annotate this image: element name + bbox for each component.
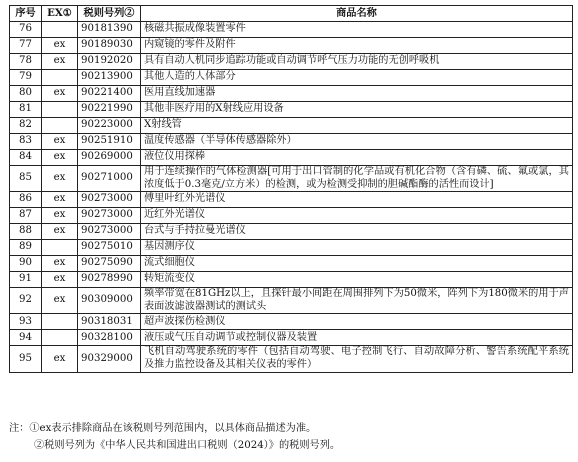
name-cell: 液位仪用探棒 (141, 150, 573, 166)
code-cell: 90271000 (78, 166, 141, 192)
seq-cell: 85 (10, 166, 42, 192)
name-cell: 傅里叶红外光谱仪 (141, 192, 573, 208)
ex-cell: ex (42, 150, 78, 166)
table-row (10, 314, 573, 330)
table-row (10, 150, 573, 166)
table-row (10, 256, 573, 272)
seq-cell: 87 (10, 208, 42, 224)
seq-cell: 80 (10, 86, 42, 102)
name-cell: 液压或气压自动调节或控制仪器及装置 (141, 330, 573, 346)
seq-cell: 78 (10, 54, 42, 70)
ex-cell: ex (42, 256, 78, 272)
ex-cell (42, 118, 78, 134)
name-cell: X射线管 (141, 118, 573, 134)
code-cell: 90278990 (78, 272, 141, 288)
header-seq: 序号 (10, 6, 42, 22)
tariff-table (9, 5, 573, 373)
ex-cell: ex (42, 272, 78, 288)
ex-cell (42, 330, 78, 346)
ex-cell: ex (42, 38, 78, 54)
name-cell: 温度传感器（半导体传感器除外） (141, 134, 573, 150)
code-cell: 90329000 (78, 346, 141, 372)
name-cell: 具有自动人机同步追踪功能或自动调节呼气压力功能的无创呼吸机 (141, 54, 573, 70)
header-ex: EX① (42, 6, 78, 22)
name-cell: 医用直线加速器 (141, 86, 573, 102)
code-cell: 90192020 (78, 54, 141, 70)
table-row (10, 38, 573, 54)
code-cell: 90213900 (78, 70, 141, 86)
name-cell: 其他人造的人体部分 (141, 70, 573, 86)
code-cell: 90273000 (78, 208, 141, 224)
seq-cell: 81 (10, 102, 42, 118)
code-cell: 90221990 (78, 102, 141, 118)
name-cell: 核磁共振成像装置零件 (141, 22, 573, 38)
code-cell: 90309000 (78, 288, 141, 314)
seq-cell: 95 (10, 346, 42, 372)
name-cell: 用于连续操作的气体检测器[可用于出口管制的化学品或有机化合物（含有磷、硫、氟或氯，其浓度低于0.3毫克/立方米）的检测，或为检测受抑制的胆碱酯酶的活性而设计] (141, 166, 573, 192)
ex-cell: ex (42, 166, 78, 192)
table-row (10, 208, 573, 224)
code-cell: 90251910 (78, 134, 141, 150)
seq-cell: 88 (10, 224, 42, 240)
ex-cell: ex (42, 288, 78, 314)
name-cell: 近红外光谱仪 (141, 208, 573, 224)
ex-cell (42, 240, 78, 256)
table-row (10, 240, 573, 256)
seq-cell: 84 (10, 150, 42, 166)
code-cell: 90275090 (78, 256, 141, 272)
code-cell: 90269000 (78, 150, 141, 166)
ex-cell: ex (42, 224, 78, 240)
seq-cell: 83 (10, 134, 42, 150)
table-row (10, 288, 573, 314)
name-cell: 频率带宽在81GHz以上，且探针最小间距在周围排列下为50微米，阵列下为180微米的用于声表面波滤波器测试的测试头 (141, 288, 573, 314)
code-cell: 90273000 (78, 192, 141, 208)
name-cell: 转矩流变仪 (141, 272, 573, 288)
ex-cell (42, 314, 78, 330)
ex-cell: ex (42, 134, 78, 150)
name-cell: 超声波探伤检测仪 (141, 314, 573, 330)
table-row (10, 272, 573, 288)
ex-cell (42, 22, 78, 38)
table-row (10, 134, 573, 150)
name-cell: 流式细胞仪 (141, 256, 573, 272)
table-row (10, 192, 573, 208)
seq-cell: 93 (10, 314, 42, 330)
code-cell: 90181390 (78, 22, 141, 38)
seq-cell: 91 (10, 272, 42, 288)
ex-cell: ex (42, 346, 78, 372)
seq-cell: 77 (10, 38, 42, 54)
table-row (10, 70, 573, 86)
table-row (10, 22, 573, 38)
header-code: 税则号列② (78, 6, 141, 22)
seq-cell: 90 (10, 256, 42, 272)
code-cell: 90318031 (78, 314, 141, 330)
ex-cell: ex (42, 86, 78, 102)
code-cell: 90275010 (78, 240, 141, 256)
seq-cell: 79 (10, 70, 42, 86)
seq-cell: 86 (10, 192, 42, 208)
seq-cell: 82 (10, 118, 42, 134)
seq-cell: 89 (10, 240, 42, 256)
table-row (10, 86, 573, 102)
table-row (10, 166, 573, 192)
ex-cell: ex (42, 208, 78, 224)
ex-cell: ex (42, 54, 78, 70)
name-cell: 飞机自动驾驶系统的零件（包括自动驾驶、电子控制飞行、自动故障分析、警告系统配平系统及推力监控设备及其相关仪表的零件） (141, 346, 573, 372)
seq-cell: 92 (10, 288, 42, 314)
code-cell: 90221400 (78, 86, 141, 102)
ex-cell (42, 70, 78, 86)
code-cell: 90273000 (78, 224, 141, 240)
table-row (10, 102, 573, 118)
note-line-2: ②税则号列为《中华人民共和国进出口税则（2024）》的税则号列。 (34, 440, 341, 451)
ex-cell (42, 102, 78, 118)
name-cell: 其他非医疗用的X射线应用设备 (141, 102, 573, 118)
code-cell: 90328100 (78, 330, 141, 346)
table-row (10, 330, 573, 346)
table-row (10, 118, 573, 134)
note-line-1: 注：①ex表示排除商品在该税则号列范围内，以具体商品描述为准。 (9, 423, 317, 434)
table-notes (9, 420, 574, 454)
code-cell: 90189030 (78, 38, 141, 54)
name-cell: 基因测序仪 (141, 240, 573, 256)
ex-cell: ex (42, 192, 78, 208)
table-row (10, 346, 573, 372)
seq-cell: 94 (10, 330, 42, 346)
header-name: 商品名称 (141, 6, 573, 22)
code-cell: 90223000 (78, 118, 141, 134)
name-cell: 台式与手持拉曼光谱仪 (141, 224, 573, 240)
table-header-row (10, 6, 573, 22)
name-cell: 内窥镜的零件及附件 (141, 38, 573, 54)
seq-cell: 76 (10, 22, 42, 38)
table-row (10, 224, 573, 240)
table-row (10, 54, 573, 70)
